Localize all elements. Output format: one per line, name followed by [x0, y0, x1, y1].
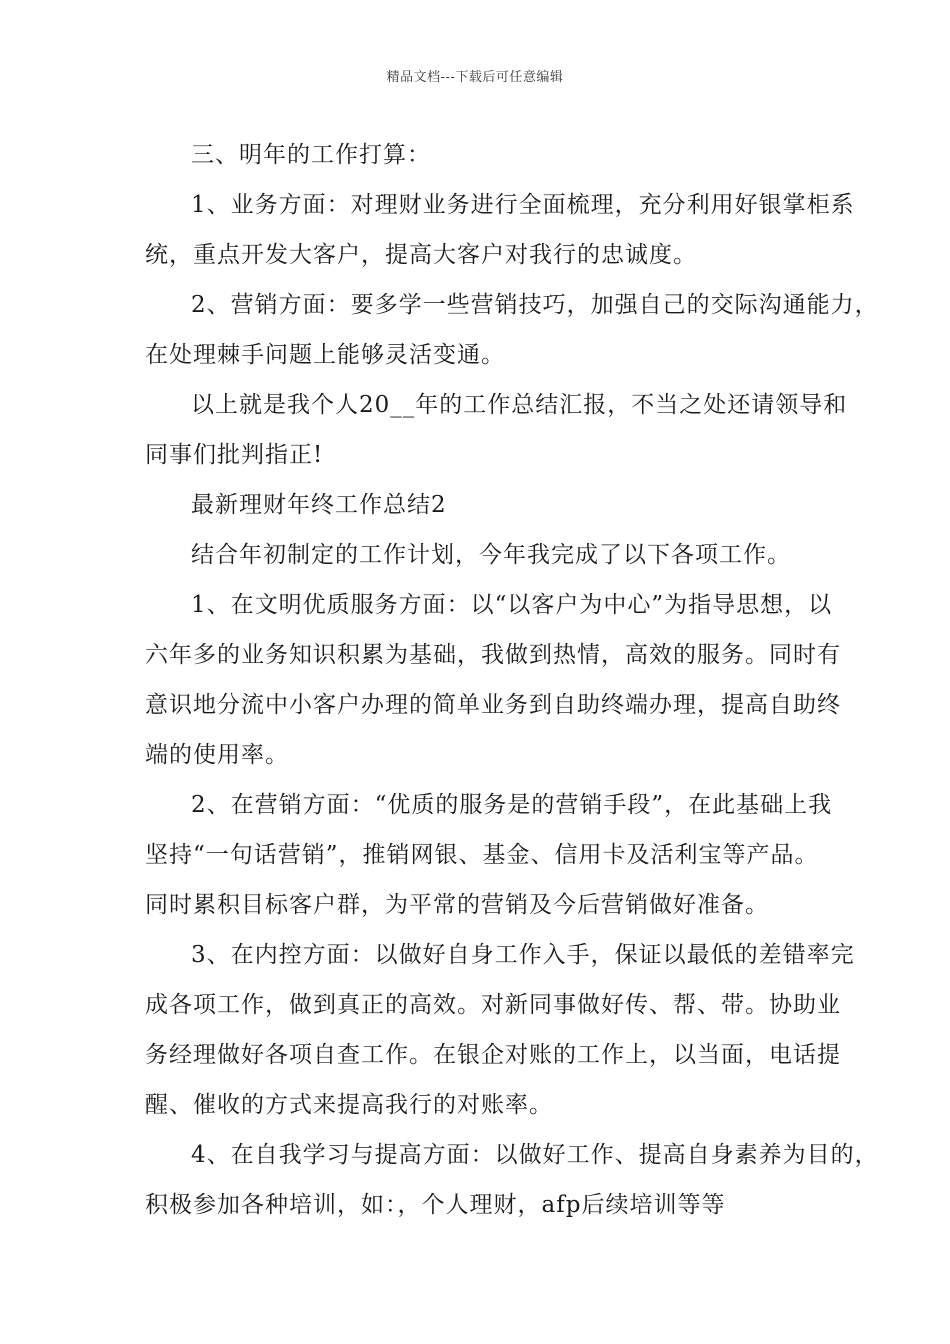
text-line: 务经理做好各项自查工作。在银企对账的工作上，以当面，电话提 — [145, 1042, 841, 1068]
text-line: 同时累积目标客户群，为平常的营销及今后营销做好准备。 — [145, 892, 769, 918]
paragraph — [145, 580, 841, 780]
text-line: 1、在文明优质服务方面：以“以客户为中心”为指导思想，以 — [191, 592, 833, 618]
paragraph — [145, 280, 879, 380]
text-line: 3、在内控方面：以做好自身工作入手，保证以最低的差错率完 — [191, 942, 855, 968]
text-line: 醒、催收的方式来提高我行的对账率。 — [145, 1092, 553, 1118]
text-line: 坚持“一句话营销”，推销网银、基金、信用卡及活利宝等产品。 — [145, 842, 819, 868]
paragraph — [145, 1130, 879, 1230]
text-line: 4、在自我学习与提高方面：以做好工作、提高自身素养为目的， — [191, 1142, 879, 1168]
paragraph — [145, 130, 825, 180]
paragraph — [145, 930, 855, 1130]
text-line: 以上就是我个人20__年的工作总结汇报，不当之处还请领导和 — [191, 392, 848, 418]
text-line: 意识地分流中小客户办理的简单业务到自助终端办理，提高自助终 — [145, 692, 841, 718]
paragraph — [145, 780, 833, 930]
text-line: 统，重点开发大客户，提高大客户对我行的忠诚度。 — [145, 242, 697, 268]
text-line: 结合年初制定的工作计划，今年我完成了以下各项工作。 — [191, 542, 791, 568]
text-line: 1、业务方面：对理财业务进行全面梳理，充分利用好银掌柜系 — [191, 192, 855, 218]
text-line: 三、明年的工作打算： — [191, 142, 431, 168]
paragraph — [145, 530, 825, 580]
text-line: 端的使用率。 — [145, 742, 289, 768]
text-line: 六年多的业务知识积累为基础，我做到热情，高效的服务。同时有 — [145, 642, 841, 668]
paragraph — [145, 180, 855, 280]
text-line: 同事们批判指正! — [145, 442, 324, 468]
text-line: 在处理棘手问题上能够灵活变通。 — [145, 342, 505, 368]
page-header: 精品文档---下载后可任意编辑 — [386, 70, 564, 85]
text-line: 积极参加各种培训，如：，个人理财，afp后续培训等等 — [145, 1192, 726, 1218]
text-line: 2、营销方面：要多学一些营销技巧，加强自己的交际沟通能力， — [191, 292, 879, 318]
text-line: 2、在营销方面：“优质的服务是的营销手段”，在此基础上我 — [191, 792, 833, 818]
section-title — [145, 480, 825, 530]
document-body — [145, 130, 879, 1230]
text-line: 最新理财年终工作总结2 — [191, 492, 447, 518]
text-line: 成各项工作，做到真正的高效。对新同事做好传、帮、带。协助业 — [145, 992, 841, 1018]
paragraph — [145, 380, 848, 480]
